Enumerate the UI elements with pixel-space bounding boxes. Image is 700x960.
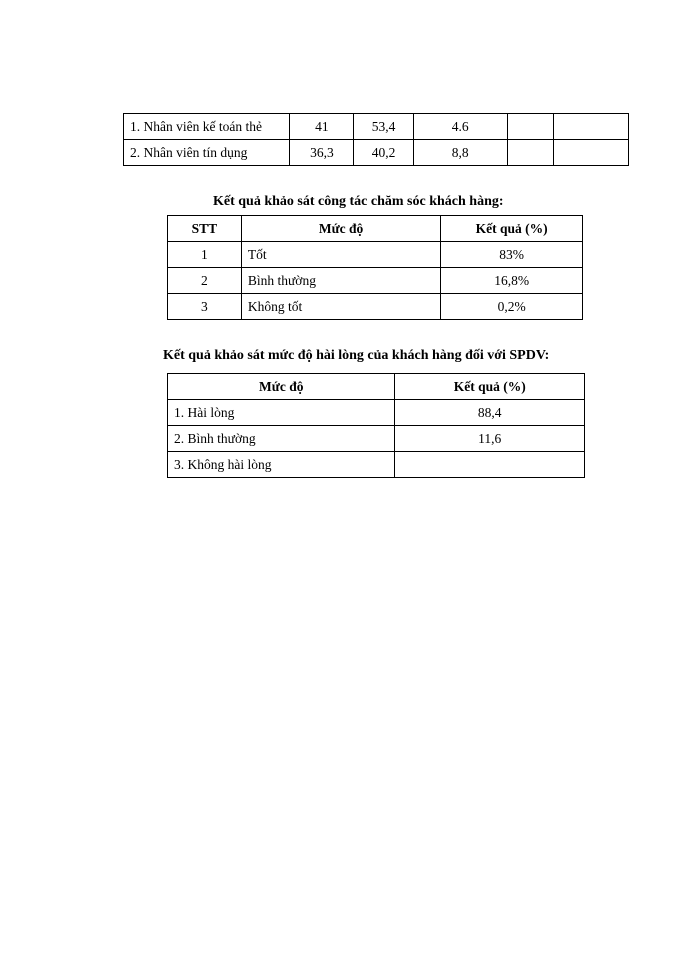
row-stt: 2 xyxy=(168,268,242,294)
row-result: 0,2% xyxy=(441,294,583,320)
staff-row-value xyxy=(507,140,553,166)
staff-row-value xyxy=(507,114,553,140)
row-stt: 3 xyxy=(168,294,242,320)
care-survey-table xyxy=(167,215,583,320)
row-result: 83% xyxy=(441,242,583,268)
table-header-row xyxy=(168,216,583,242)
row-result: 88,4 xyxy=(395,400,585,426)
column-header-result: Kết quả (%) xyxy=(441,216,583,242)
row-result xyxy=(395,452,585,478)
column-header-stt: STT xyxy=(168,216,242,242)
row-level: Bình thường xyxy=(241,268,440,294)
row-level: 2. Bình thường xyxy=(168,426,395,452)
row-stt: 1 xyxy=(168,242,242,268)
row-level: 1. Hài lòng xyxy=(168,400,395,426)
staff-row-value: 41 xyxy=(290,114,354,140)
staff-row-value: 40,2 xyxy=(354,140,413,166)
row-level: 3. Không hài lòng xyxy=(168,452,395,478)
care-survey-caption: Kết quả khảo sát công tác chăm sóc khách hàng: xyxy=(213,194,504,209)
column-header-result: Kết quả (%) xyxy=(395,374,585,400)
satisfaction-survey-caption: Kết quả khảo sát mức độ hài lòng của khách hàng đối với SPDV: xyxy=(163,348,550,363)
row-level: Không tốt xyxy=(241,294,440,320)
row-result: 16,8% xyxy=(441,268,583,294)
row-level: Tốt xyxy=(241,242,440,268)
table-row xyxy=(168,294,583,320)
staff-row-value xyxy=(553,140,628,166)
staff-row-label: 2. Nhân viên tín dụng xyxy=(124,140,290,166)
table-row xyxy=(168,426,585,452)
staff-results-table xyxy=(123,113,629,166)
table-row xyxy=(168,452,585,478)
column-header-level: Mức độ xyxy=(168,374,395,400)
table-row xyxy=(124,140,629,166)
staff-row-value xyxy=(553,114,628,140)
staff-row-value: 53,4 xyxy=(354,114,413,140)
table-header-row xyxy=(168,374,585,400)
table-row xyxy=(168,400,585,426)
column-header-level: Mức độ xyxy=(241,216,440,242)
table-row xyxy=(124,114,629,140)
staff-row-label: 1. Nhân viên kế toán thẻ xyxy=(124,114,290,140)
staff-row-value: 8,8 xyxy=(413,140,507,166)
staff-row-value: 36,3 xyxy=(290,140,354,166)
row-result: 11,6 xyxy=(395,426,585,452)
staff-row-value: 4.6 xyxy=(413,114,507,140)
table-row xyxy=(168,242,583,268)
satisfaction-survey-table xyxy=(167,373,585,478)
table-row xyxy=(168,268,583,294)
